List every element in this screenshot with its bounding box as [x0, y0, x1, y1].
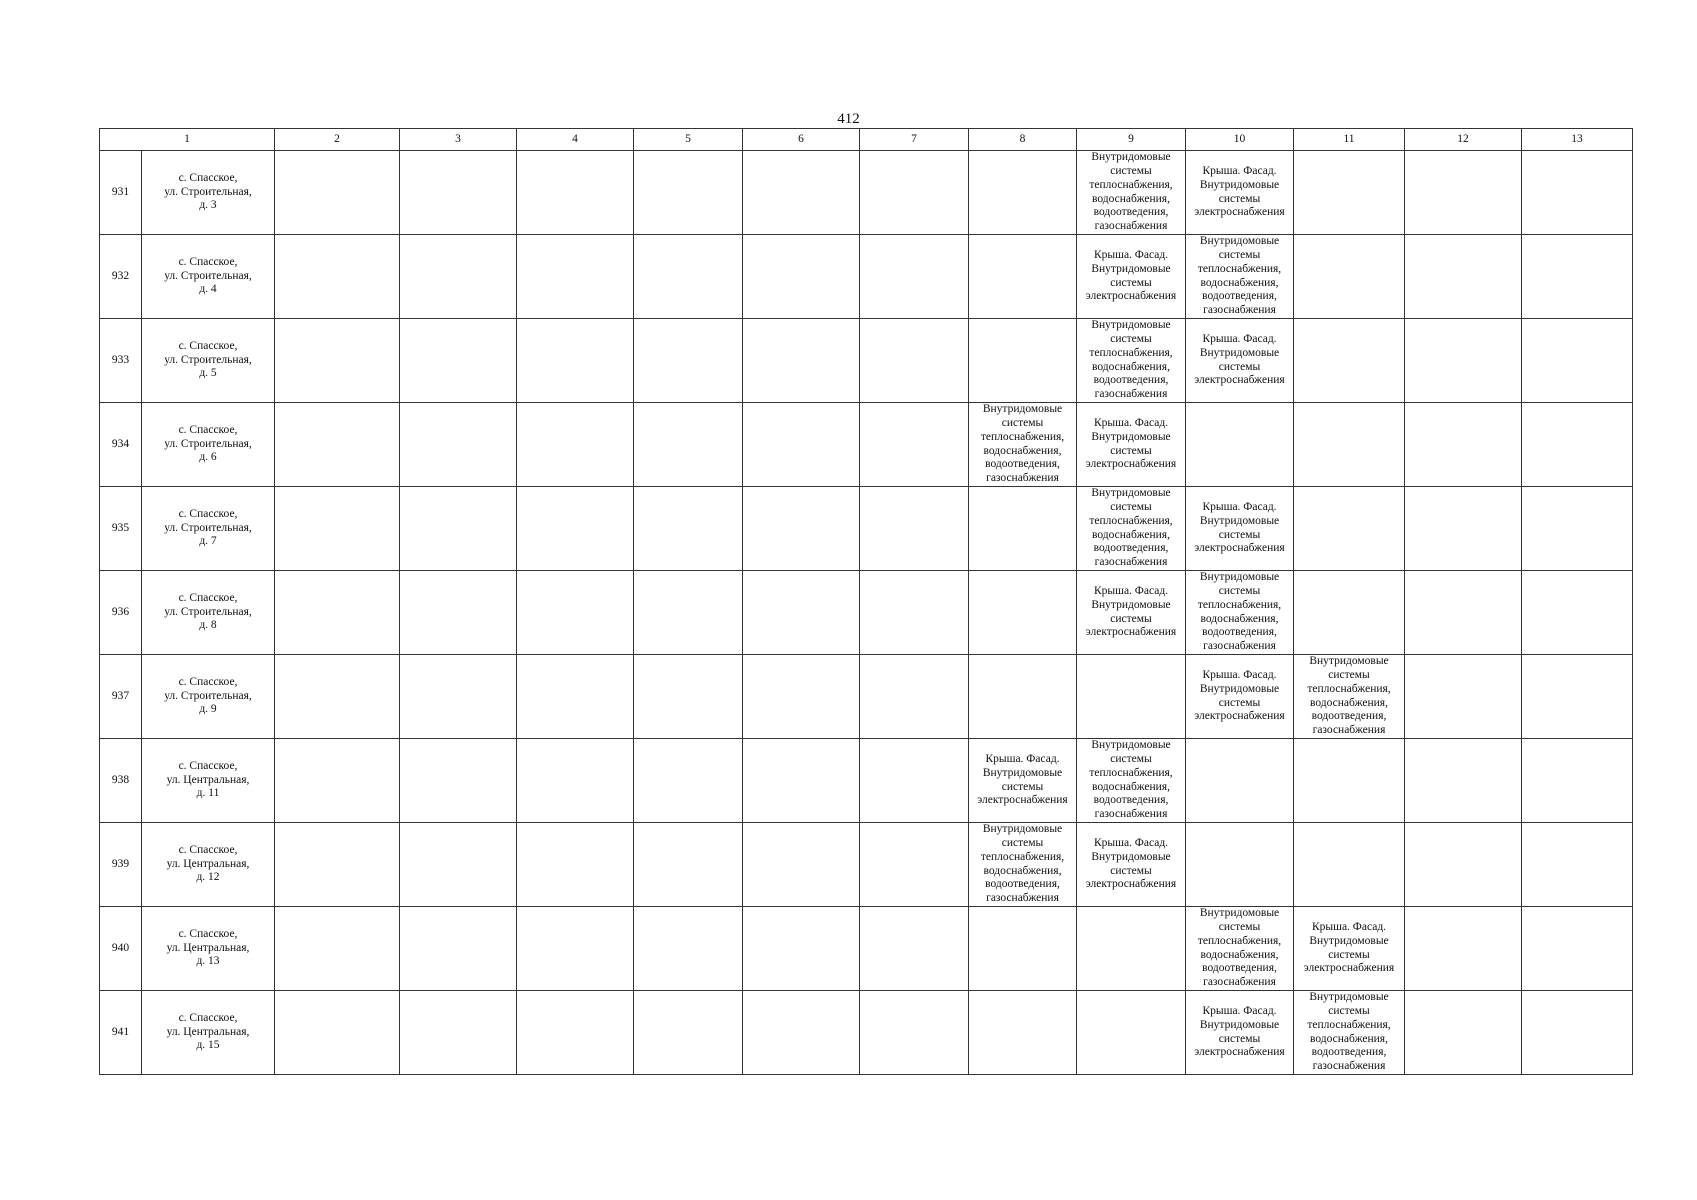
empty-cell — [1522, 739, 1633, 823]
empty-cell — [517, 823, 634, 907]
address-cell-text: с. Спасское, ул. Строительная, д. 9 — [164, 675, 252, 716]
empty-cell — [400, 571, 517, 655]
work-type-cell — [1077, 571, 1186, 655]
table-row — [100, 739, 1633, 823]
empty-cell — [860, 739, 969, 823]
row-number — [100, 403, 142, 487]
row-number — [100, 235, 142, 319]
address-cell — [142, 655, 275, 739]
empty-cell — [1405, 991, 1522, 1075]
address-cell — [142, 739, 275, 823]
empty-cell — [400, 991, 517, 1075]
work-type-cell — [969, 151, 1077, 235]
column-header: 6 — [743, 129, 860, 151]
column-number-row — [100, 129, 1633, 151]
work-type-cell — [1077, 739, 1186, 823]
empty-cell — [743, 487, 860, 571]
empty-cell — [634, 151, 743, 235]
address-cell-text: с. Спасское, ул. Строительная, д. 6 — [164, 423, 252, 464]
empty-cell — [517, 991, 634, 1075]
empty-cell — [517, 571, 634, 655]
address-cell — [142, 991, 275, 1075]
empty-cell — [1522, 907, 1633, 991]
empty-cell — [1405, 487, 1522, 571]
empty-cell — [1405, 739, 1522, 823]
work-type-cell-text: Крыша. Фасад. Внутридомовые системы электроснабжения — [977, 752, 1068, 807]
column-header: 11 — [1294, 129, 1405, 151]
empty-cell — [743, 403, 860, 487]
work-type-cell-text: Внутридомовые системы теплоснабжения, водоснабжения, водоотведения, газоснабжения — [1089, 739, 1173, 821]
work-type-cell — [1294, 319, 1405, 403]
empty-cell — [517, 655, 634, 739]
work-type-cell — [1186, 235, 1294, 319]
work-type-cell — [969, 403, 1077, 487]
empty-cell — [517, 739, 634, 823]
work-type-cell — [1294, 571, 1405, 655]
empty-cell — [860, 487, 969, 571]
empty-cell — [400, 823, 517, 907]
address-cell-text: с. Спасское, ул. Центральная, д. 11 — [166, 759, 250, 800]
address-cell-text: с. Спасское, ул. Центральная, д. 15 — [166, 1011, 250, 1052]
column-header: 4 — [517, 129, 634, 151]
row-number-text: 931 — [111, 185, 130, 198]
empty-cell — [517, 319, 634, 403]
empty-cell — [860, 235, 969, 319]
empty-cell — [1522, 403, 1633, 487]
column-header: 13 — [1522, 129, 1633, 151]
empty-cell — [1522, 487, 1633, 571]
empty-cell — [275, 487, 400, 571]
empty-cell — [275, 991, 400, 1075]
empty-cell — [860, 907, 969, 991]
table-row — [100, 907, 1633, 991]
empty-cell — [1405, 571, 1522, 655]
empty-cell — [400, 739, 517, 823]
work-type-cell — [969, 823, 1077, 907]
work-type-cell — [1294, 403, 1405, 487]
column-header: 2 — [275, 129, 400, 151]
empty-cell — [400, 907, 517, 991]
row-number-text: 936 — [111, 605, 130, 618]
empty-cell — [1405, 319, 1522, 403]
page-number: 412 — [837, 111, 860, 127]
empty-cell — [743, 655, 860, 739]
table-row — [100, 151, 1633, 235]
row-number-text: 938 — [111, 773, 130, 786]
empty-cell — [400, 655, 517, 739]
work-type-cell — [1186, 739, 1294, 823]
empty-cell — [634, 991, 743, 1075]
table-body — [100, 129, 1633, 1075]
work-type-cell — [1294, 739, 1405, 823]
work-type-cell-text: Внутридомовые системы теплоснабжения, водоснабжения, водоотведения, газоснабжения — [1307, 991, 1391, 1073]
empty-cell — [743, 319, 860, 403]
work-type-cell — [1186, 403, 1294, 487]
address-cell — [142, 151, 275, 235]
work-type-cell — [1186, 487, 1294, 571]
row-number — [100, 151, 142, 235]
row-number — [100, 907, 142, 991]
work-type-cell-text: Внутридомовые системы теплоснабжения, водоснабжения, водоотведения, газоснабжения — [1197, 571, 1282, 653]
work-type-cell — [969, 907, 1077, 991]
empty-cell — [1522, 151, 1633, 235]
work-type-cell — [1186, 655, 1294, 739]
empty-cell — [275, 319, 400, 403]
work-type-cell-text: Крыша. Фасад. Внутридомовые системы электроснабжения — [1194, 164, 1285, 219]
address-cell-text: с. Спасское, ул. Центральная, д. 12 — [166, 843, 250, 884]
empty-cell — [1405, 403, 1522, 487]
work-type-cell — [1077, 823, 1186, 907]
work-type-cell — [1186, 823, 1294, 907]
empty-cell — [860, 151, 969, 235]
table-row — [100, 571, 1633, 655]
address-cell — [142, 571, 275, 655]
empty-cell — [400, 235, 517, 319]
address-cell — [142, 403, 275, 487]
empty-cell — [400, 319, 517, 403]
empty-cell — [1522, 319, 1633, 403]
empty-cell — [517, 235, 634, 319]
work-type-cell-text: Крыша. Фасад. Внутридомовые системы электроснабжения — [1194, 500, 1285, 555]
empty-cell — [743, 151, 860, 235]
empty-cell — [1405, 655, 1522, 739]
empty-cell — [1522, 655, 1633, 739]
empty-cell — [275, 823, 400, 907]
row-number-text: 939 — [111, 857, 130, 870]
empty-cell — [517, 403, 634, 487]
table-row — [100, 823, 1633, 907]
row-number-text: 932 — [111, 269, 130, 282]
work-type-cell-text: Внутридомовые системы теплоснабжения, водоснабжения, водоотведения, газоснабжения — [1197, 907, 1282, 989]
work-type-cell-text: Крыша. Фасад. Внутридомовые системы электроснабжения — [1194, 332, 1285, 387]
empty-cell — [860, 403, 969, 487]
work-type-cell — [1294, 907, 1405, 991]
work-type-cell — [969, 487, 1077, 571]
empty-cell — [634, 655, 743, 739]
empty-cell — [634, 571, 743, 655]
table-row — [100, 319, 1633, 403]
empty-cell — [275, 403, 400, 487]
empty-cell — [400, 151, 517, 235]
row-number-text: 934 — [111, 437, 130, 450]
repair-schedule-table — [99, 128, 1633, 1075]
address-cell-text: с. Спасское, ул. Строительная, д. 8 — [164, 591, 252, 632]
work-type-cell — [969, 319, 1077, 403]
table-row — [100, 235, 1633, 319]
table-row — [100, 403, 1633, 487]
work-type-cell-text: Внутридомовые системы теплоснабжения, водоснабжения, водоотведения, газоснабжения — [1089, 151, 1173, 233]
empty-cell — [275, 655, 400, 739]
work-type-cell-text: Крыша. Фасад. Внутридомовые системы электроснабжения — [1085, 416, 1177, 471]
empty-cell — [1522, 823, 1633, 907]
empty-cell — [860, 655, 969, 739]
work-type-cell — [1186, 571, 1294, 655]
work-type-cell — [1186, 991, 1294, 1075]
work-type-cell — [1077, 403, 1186, 487]
empty-cell — [517, 487, 634, 571]
empty-cell — [1405, 151, 1522, 235]
work-type-cell-text: Внутридомовые системы теплоснабжения, водоснабжения, водоотведения, газоснабжения — [980, 823, 1065, 905]
empty-cell — [743, 571, 860, 655]
row-number — [100, 655, 142, 739]
work-type-cell — [969, 655, 1077, 739]
work-type-cell-text: Крыша. Фасад. Внутридомовые системы электроснабжения — [1194, 668, 1285, 723]
work-type-cell — [1294, 151, 1405, 235]
address-cell-text: с. Спасское, ул. Строительная, д. 7 — [164, 507, 252, 548]
work-type-cell — [1186, 319, 1294, 403]
row-number — [100, 319, 142, 403]
empty-cell — [1405, 235, 1522, 319]
empty-cell — [860, 319, 969, 403]
empty-cell — [634, 403, 743, 487]
row-number — [100, 739, 142, 823]
work-type-cell-text: Внутридомовые системы теплоснабжения, водоснабжения, водоотведения, газоснабжения — [1089, 487, 1173, 569]
row-number-text: 935 — [111, 521, 130, 534]
empty-cell — [634, 487, 743, 571]
empty-cell — [860, 571, 969, 655]
work-type-cell — [1294, 991, 1405, 1075]
empty-cell — [743, 235, 860, 319]
work-type-cell-text: Крыша. Фасад. Внутридомовые системы электроснабжения — [1085, 584, 1177, 639]
empty-cell — [860, 991, 969, 1075]
row-number — [100, 991, 142, 1075]
empty-cell — [400, 403, 517, 487]
work-type-cell-text: Внутридомовые системы теплоснабжения, водоснабжения, водоотведения, газоснабжения — [980, 403, 1065, 485]
column-header: 1 — [100, 129, 275, 151]
address-cell — [142, 235, 275, 319]
empty-cell — [743, 823, 860, 907]
work-type-cell — [1294, 655, 1405, 739]
empty-cell — [860, 823, 969, 907]
work-type-cell — [969, 991, 1077, 1075]
work-type-cell — [969, 571, 1077, 655]
work-type-cell-text: Внутридомовые системы теплоснабжения, водоснабжения, водоотведения, газоснабжения — [1307, 655, 1391, 737]
work-type-cell — [1294, 823, 1405, 907]
empty-cell — [275, 151, 400, 235]
column-header: 12 — [1405, 129, 1522, 151]
work-type-cell-text: Крыша. Фасад. Внутридомовые системы электроснабжения — [1194, 1004, 1285, 1059]
empty-cell — [634, 823, 743, 907]
row-number — [100, 571, 142, 655]
work-type-cell — [1077, 319, 1186, 403]
empty-cell — [634, 235, 743, 319]
work-type-cell — [1186, 907, 1294, 991]
address-cell-text: с. Спасское, ул. Строительная, д. 4 — [164, 255, 252, 296]
work-type-cell — [1186, 151, 1294, 235]
work-type-cell — [1077, 487, 1186, 571]
empty-cell — [1522, 571, 1633, 655]
column-header: 3 — [400, 129, 517, 151]
column-header: 8 — [969, 129, 1077, 151]
work-type-cell — [1077, 151, 1186, 235]
table-row — [100, 655, 1633, 739]
work-type-cell — [1077, 235, 1186, 319]
empty-cell — [1522, 991, 1633, 1075]
empty-cell — [1405, 907, 1522, 991]
column-header: 9 — [1077, 129, 1186, 151]
empty-cell — [743, 991, 860, 1075]
row-number-text: 940 — [111, 941, 130, 954]
empty-cell — [275, 907, 400, 991]
work-type-cell — [969, 235, 1077, 319]
table-row — [100, 487, 1633, 571]
empty-cell — [1522, 235, 1633, 319]
work-type-cell — [1294, 235, 1405, 319]
table-row — [100, 991, 1633, 1075]
work-type-cell — [1294, 487, 1405, 571]
work-type-cell-text: Крыша. Фасад. Внутридомовые системы электроснабжения — [1085, 836, 1177, 891]
column-header: 7 — [860, 129, 969, 151]
empty-cell — [275, 739, 400, 823]
address-cell — [142, 487, 275, 571]
address-cell-text: с. Спасское, ул. Строительная, д. 5 — [164, 339, 252, 380]
work-type-cell — [1077, 655, 1186, 739]
work-type-cell — [1077, 991, 1186, 1075]
empty-cell — [634, 319, 743, 403]
empty-cell — [517, 907, 634, 991]
empty-cell — [275, 235, 400, 319]
empty-cell — [743, 907, 860, 991]
row-number — [100, 823, 142, 907]
address-cell — [142, 907, 275, 991]
address-cell-text: с. Спасское, ул. Строительная, д. 3 — [164, 171, 252, 212]
address-cell-text: с. Спасское, ул. Центральная, д. 13 — [166, 927, 250, 968]
empty-cell — [634, 739, 743, 823]
address-cell — [142, 823, 275, 907]
empty-cell — [400, 487, 517, 571]
row-number-text: 937 — [111, 689, 130, 702]
work-type-cell — [1077, 907, 1186, 991]
work-type-cell-text: Внутридомовые системы теплоснабжения, водоснабжения, водоотведения, газоснабжения — [1089, 319, 1173, 401]
empty-cell — [517, 151, 634, 235]
address-cell — [142, 319, 275, 403]
work-type-cell-text: Крыша. Фасад. Внутридомовые системы электроснабжения — [1303, 920, 1395, 975]
work-type-cell-text: Крыша. Фасад. Внутридомовые системы электроснабжения — [1085, 248, 1177, 303]
row-number-text: 933 — [111, 353, 130, 366]
empty-cell — [743, 739, 860, 823]
work-type-cell — [969, 739, 1077, 823]
column-header: 10 — [1186, 129, 1294, 151]
column-header: 5 — [634, 129, 743, 151]
row-number-text: 941 — [111, 1025, 130, 1038]
empty-cell — [634, 907, 743, 991]
empty-cell — [1405, 823, 1522, 907]
row-number — [100, 487, 142, 571]
empty-cell — [275, 571, 400, 655]
work-type-cell-text: Внутридомовые системы теплоснабжения, водоснабжения, водоотведения, газоснабжения — [1197, 235, 1282, 317]
